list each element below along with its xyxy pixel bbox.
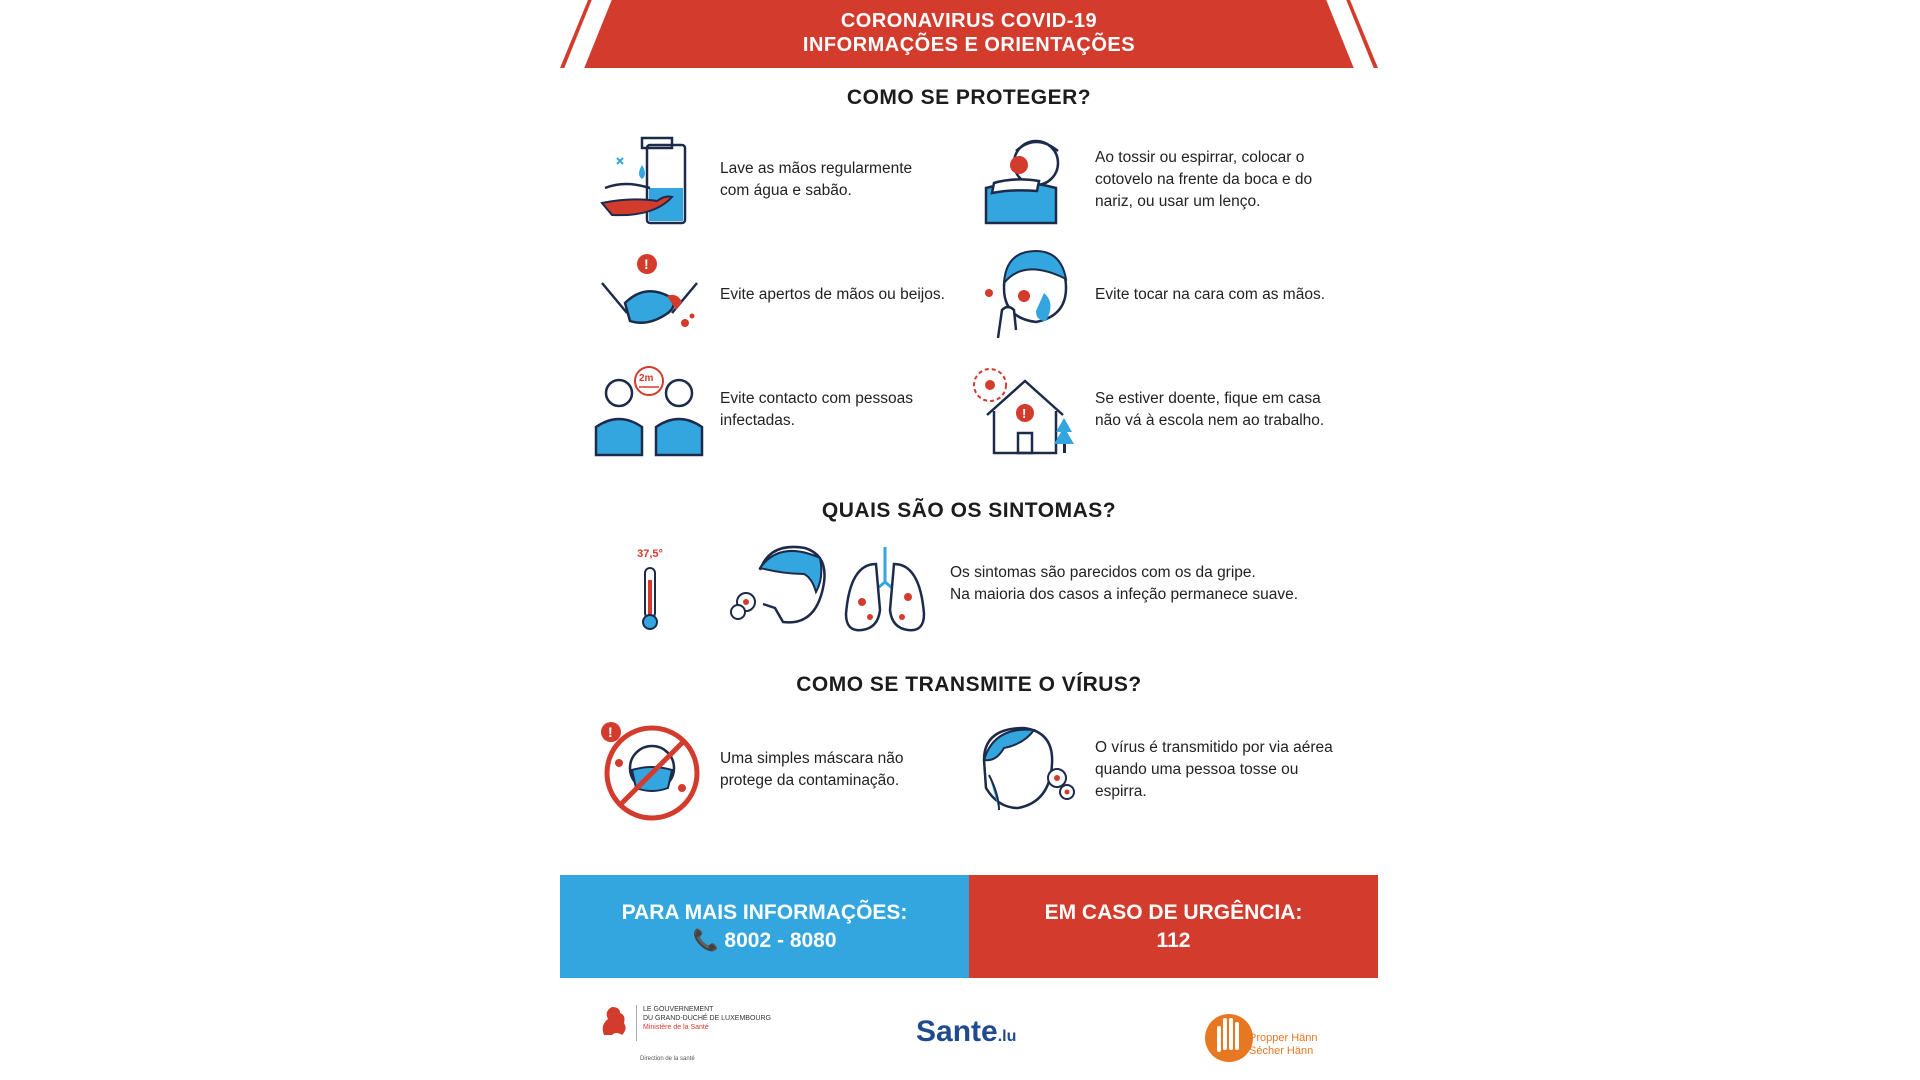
protect-item-distance: [590, 360, 970, 460]
ph-line-1: Propper Hänn: [1249, 1031, 1318, 1044]
protect-item-handwash: [590, 130, 950, 230]
cough-face-icon: [730, 540, 830, 635]
gov-line-3: Ministère de la Santé: [643, 1024, 709, 1031]
propper-haenn-logo: [1205, 1010, 1318, 1065]
urgent-panel: [969, 875, 1378, 978]
sante-text: Sante: [916, 1015, 998, 1048]
protect-text-cough: Ao tossir ou espirrar, colocar o cotovelo na frente da boca e do nariz, ou usar um lenço.: [1095, 149, 1313, 210]
header-line-2: INFORMAÇÕES E ORIENTAÇÕES: [802, 34, 1136, 56]
cough-elbow-icon: [965, 130, 1083, 230]
sante-tld: .lu: [997, 1028, 1017, 1045]
gov-text: [636, 1005, 771, 1041]
symptoms-line-1: Os sintomas são parecidos com os da gripe.: [950, 564, 1256, 581]
symptoms-line-2: Na maioria dos casos a infeção permanece suave.: [950, 586, 1299, 603]
touch-face-icon: [965, 245, 1083, 345]
section-title-transmit: COMO SE TRANSMITE O VÍRUS?: [796, 673, 1142, 696]
section-title-protect: COMO SE PROTEGER?: [846, 86, 1092, 109]
gov-line-2: DU GRAND-DUCHÉ DE LUXEMBOURG: [643, 1015, 771, 1022]
stay-home-icon: [965, 360, 1083, 460]
protect-item-touch-face: [965, 245, 1360, 345]
lungs-icon: [840, 542, 930, 637]
protect-text-distance: Evite contacto com pessoas infectadas.: [720, 390, 913, 429]
symptoms-text: [950, 562, 1350, 606]
svg-text:!: !: [1021, 405, 1026, 421]
propper-haenn-text: [1249, 1018, 1318, 1058]
handwash-icon: [590, 130, 708, 230]
transmit-item-mask: [590, 720, 970, 820]
header-title: [560, 9, 1378, 57]
gov-logo: [598, 1005, 771, 1041]
lion-icon: [598, 1005, 628, 1041]
gov-line-1: LE GOUVERNEMENT: [643, 1006, 714, 1013]
hand-icon: [1205, 1010, 1255, 1065]
protect-text-touch-face: Evite tocar na cara com as mãos.: [1095, 286, 1326, 303]
svg-text:!: !: [643, 255, 649, 272]
ph-line-2: Sécher Hänn: [1249, 1044, 1314, 1057]
poster: [560, 0, 1378, 1080]
protect-text-handshake: Evite apertos de mãos ou beijos.: [720, 286, 945, 303]
info-phone[interactable]: 📞 8002 - 8080: [692, 928, 837, 952]
transmit-item-sneeze: [965, 720, 1365, 820]
protect-item-handshake: [590, 245, 970, 345]
protect-item-cough: [965, 130, 1360, 230]
info-panel: [560, 875, 969, 978]
logo-row: [560, 1000, 1378, 1080]
handshake-icon: [590, 245, 708, 345]
svg-text:!: !: [607, 723, 613, 740]
sante-logo: [916, 1015, 1016, 1049]
transmit-text-mask: Uma simples máscara não protege da contaminação.: [720, 750, 904, 789]
transmit-text-sneeze: O vírus é transmitido por via aérea quando uma pessoa tosse ou espirra.: [1095, 739, 1333, 800]
thermometer-label: 37,5°: [637, 548, 663, 560]
gov-sub: Direction de la santé: [640, 1056, 695, 1062]
sneeze-icon: [965, 720, 1083, 820]
thermometer-icon: [630, 540, 680, 635]
header-line-1: CORONAVIRUS COVID-19: [840, 10, 1098, 32]
symptoms-row: [620, 540, 1380, 640]
distance-icon: [590, 360, 708, 460]
no-mask-icon: [590, 720, 708, 820]
info-label: PARA MAIS INFORMAÇÕES:: [621, 900, 908, 924]
protect-text-handwash: Lave as mãos regularmente com água e sabão.: [720, 160, 913, 199]
protect-item-stay-home: [965, 360, 1365, 460]
protect-text-stay-home: Se estiver doente, fique em casa não vá à escola nem ao trabalho.: [1095, 390, 1325, 429]
urgent-number[interactable]: 112: [1156, 928, 1191, 952]
section-title-symptoms: QUAIS SÃO OS SINTOMAS?: [821, 499, 1117, 522]
urgent-label: EM CASO DE URGÊNCIA:: [1044, 900, 1303, 924]
svg-text:2m: 2m: [639, 372, 654, 384]
